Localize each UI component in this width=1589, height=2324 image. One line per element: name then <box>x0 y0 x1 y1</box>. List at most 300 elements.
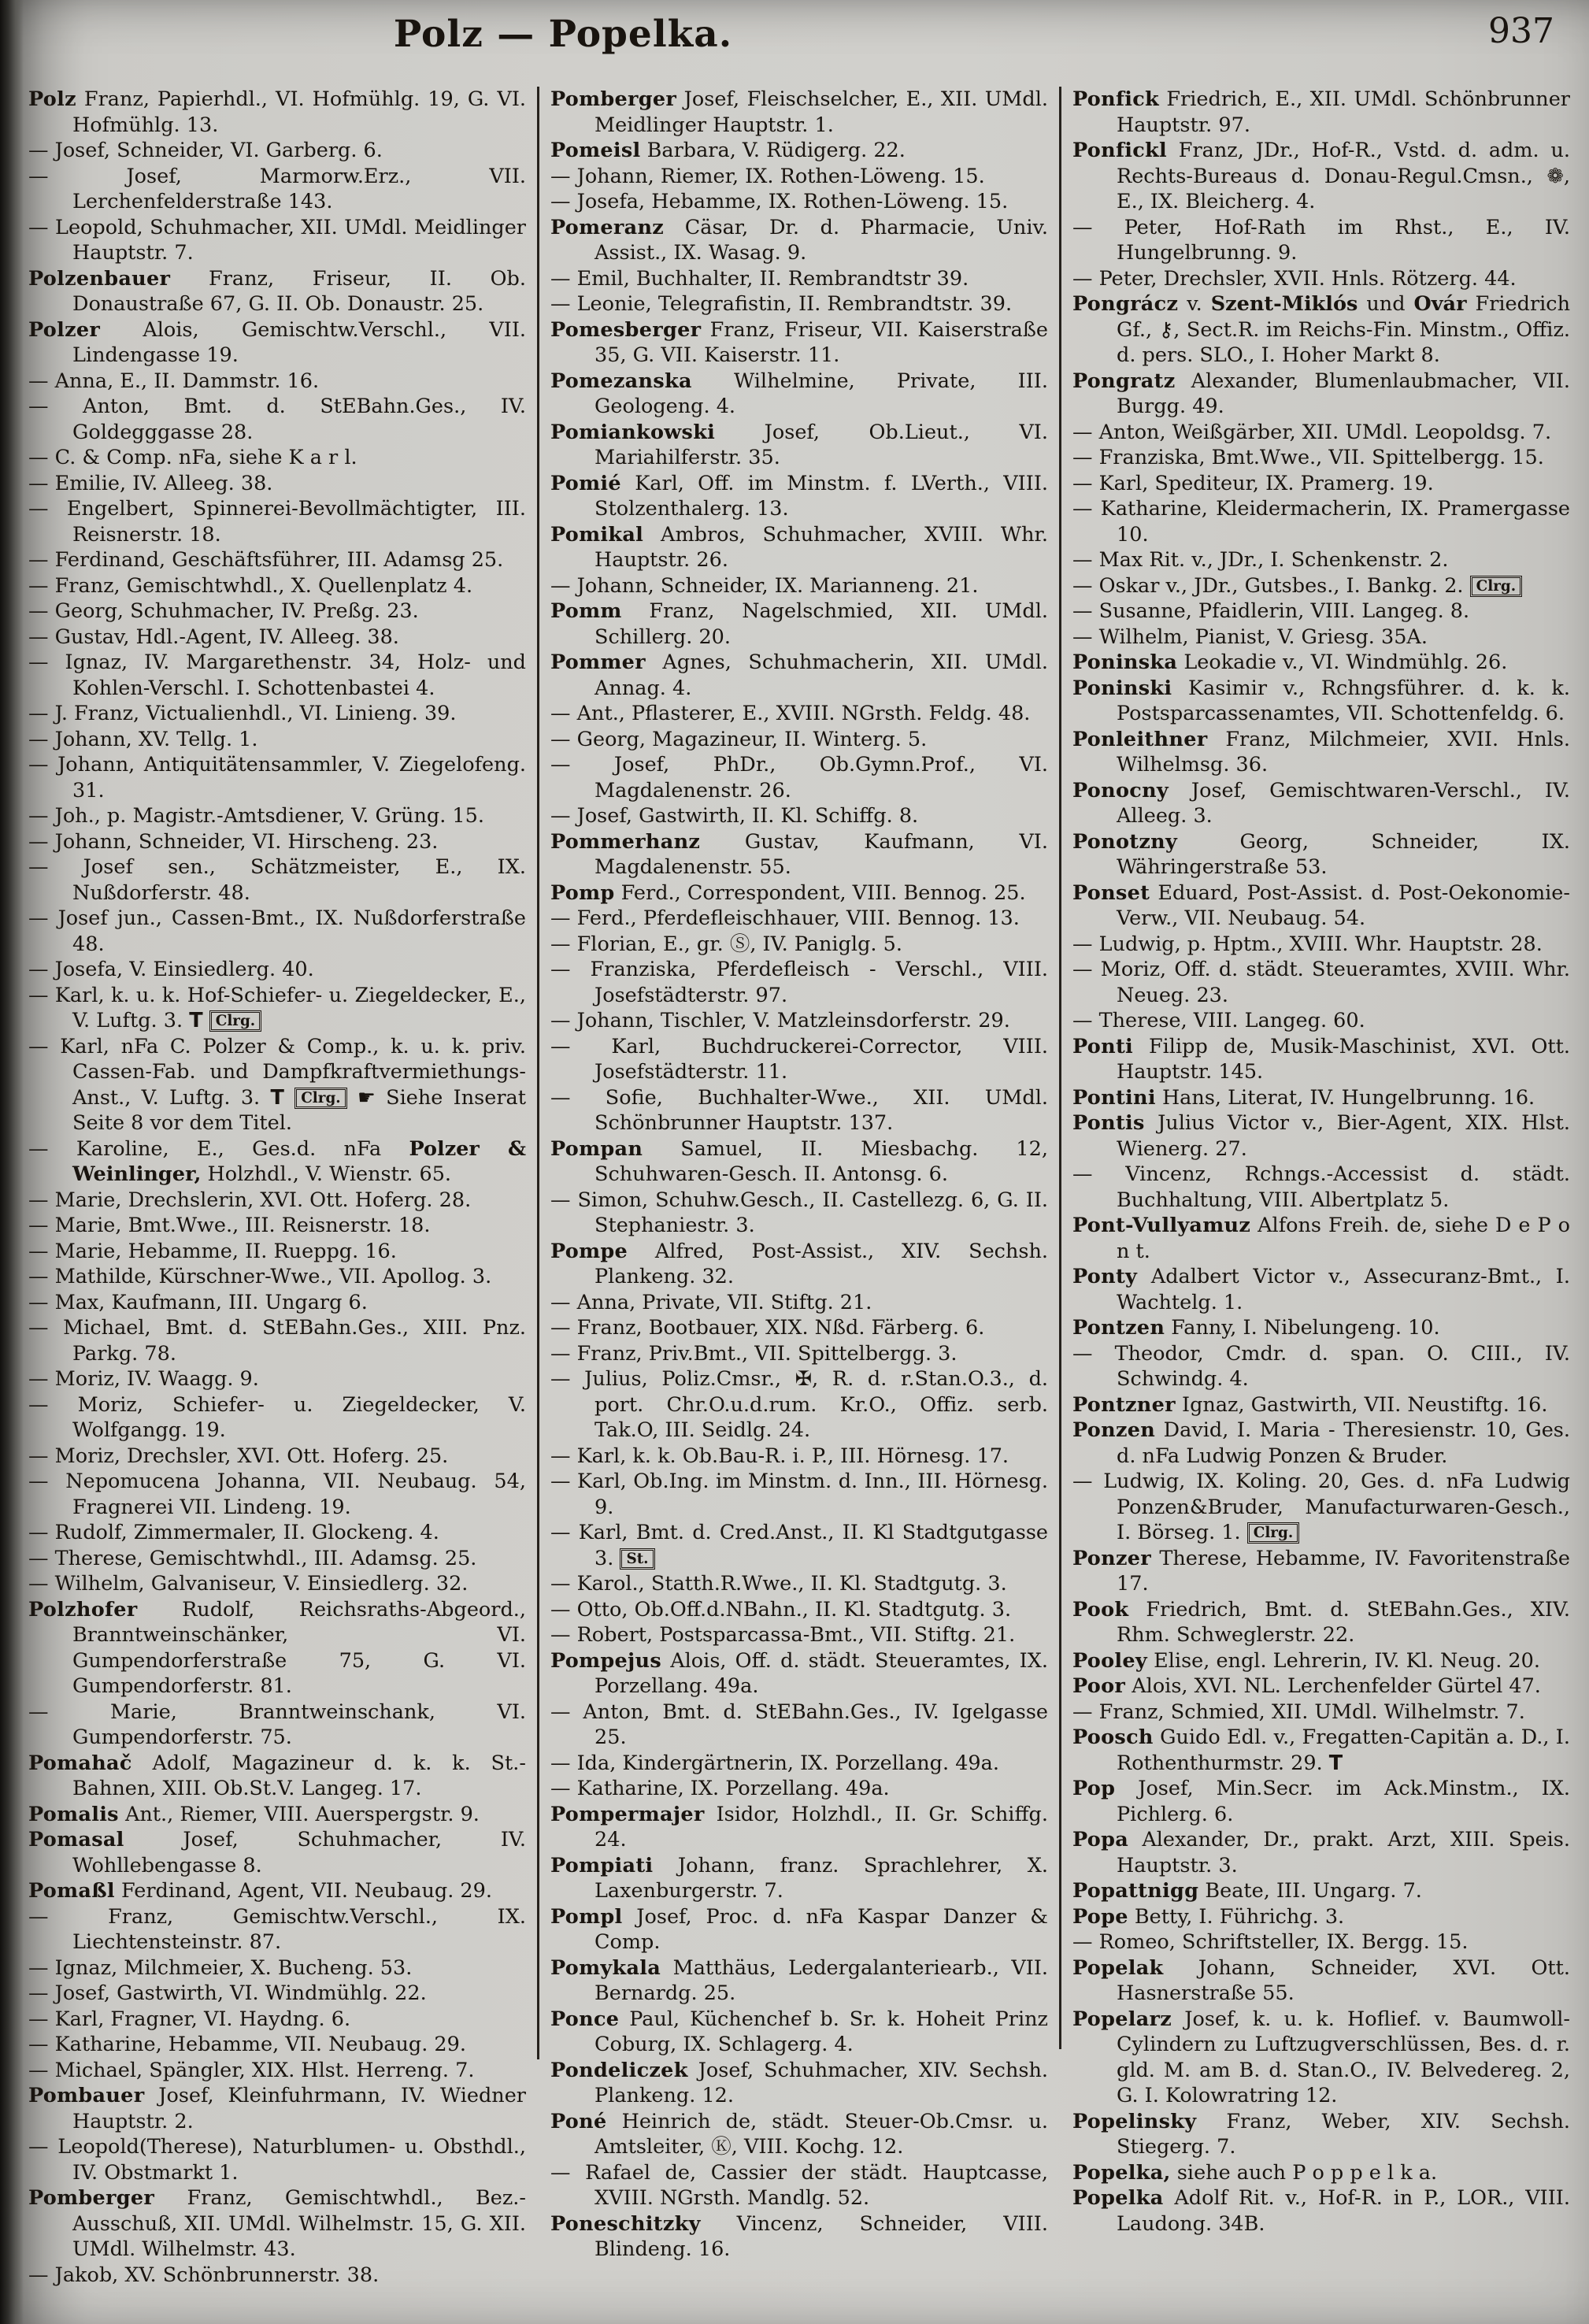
directory-entry: — Marie, Branntweinschank, VI. Gumpendorferstr. 75. <box>28 1699 526 1749</box>
directory-entry: Popelarz Josef, k. u. k. Hoflief. v. Baumwoll-Cylindern zu Luftzugverschlüssen, Bes. d. r. gld. M. am B. d. Stan.O., IV. Belvedereg. 2, G. I. Kolowratring 12. <box>1072 2007 1570 2107</box>
entry-surname: Pompl <box>550 1904 623 1929</box>
ditto-dash: — <box>550 727 571 751</box>
directory-entry: — Karl, Fragner, VI. Haydng. 6. <box>28 2007 351 2031</box>
directory-entry: — Robert, Postsparcassa-Bmt., VII. Stiftg. 21. <box>550 1623 1016 1647</box>
entry-surname: Pommerhanz <box>550 829 701 854</box>
directory-entry: — Johann, XV. Tellg. 1. <box>28 727 258 751</box>
directory-entry: — Karol., Statth.R.Wwe., II. Kl. Stadtgutg. 3. <box>550 1572 1007 1596</box>
ditto-dash: — <box>1072 1470 1093 1493</box>
ditto-dash: — <box>28 727 49 751</box>
ditto-dash: — <box>550 1290 571 1314</box>
directory-entry: Popelak Johann, Schneider, XVI. Ott. Hasnerstraße 55. <box>1072 1955 1570 2005</box>
directory-entry: — Karl, Bmt. d. Cred.Anst., II. Kl Stadtgutgasse 3. St. <box>550 1521 1048 1570</box>
directory-entry: — Karl, k. u. k. Hof-Schiefer- u. Ziegeldecker, E., V. Luftg. 3. T Clrg. <box>28 983 526 1032</box>
directory-entry: — Anna, E., II. Dammstr. 16. <box>28 369 320 393</box>
directory-entry: — Michael, Spängler, XIX. Hlst. Herreng. 7. <box>28 2058 475 2082</box>
directory-entry: — Josef, Schneider, VI. Garberg. 6. <box>28 139 383 162</box>
directory-entry: Pombauer Josef, Kleinfuhrmann, IV. Wiedner Hauptstr. 2. <box>28 2084 526 2133</box>
directory-entry: Pomberger Franz, Gemischtwhdl., Bez.-Ausschuß, XII. UMdl. Wilhelmstr. 15, G. XII. UMdl. Wilhelmstr. 43. <box>28 2186 526 2261</box>
bold-firm-name: Szent-Miklós <box>1210 292 1358 316</box>
directory-entry: Poosch Guido Edl. v., Fregatten-Capitän a. D., I. Rothenthurmstr. 29. T <box>1072 1725 1570 1775</box>
page-header <box>0 0 1589 79</box>
ditto-dash: — <box>28 829 49 854</box>
entry-surname: Pongratz <box>1072 369 1176 393</box>
entry-surname: Pomp <box>550 880 615 905</box>
ditto-dash: — <box>550 804 571 828</box>
directory-entry: — Ignaz, IV. Margarethenstr. 34, Holz- und Kohlen-Verschl. I. Schottenbastei 4. <box>28 650 526 700</box>
entry-surname: Ponzer <box>1072 1546 1151 1570</box>
entry-surname: Pontzner <box>1072 1392 1176 1417</box>
book-spine-shadow <box>0 0 24 2324</box>
entry-surname: Ponleithner <box>1072 727 1208 751</box>
entry-surname: Popattnigg <box>1072 1879 1199 1903</box>
entry-surname: Poné <box>550 2109 607 2133</box>
ditto-dash: — <box>550 1470 571 1493</box>
ditto-dash: — <box>28 1265 49 1288</box>
entry-surname: Pompejus <box>550 1648 662 1673</box>
directory-entry: — Katharine, Hebamme, VII. Neubaug. 29. <box>28 2033 466 2056</box>
bold-firm-name: Ovár <box>1413 292 1467 316</box>
directory-entry: Ponset Eduard, Post-Assist. d. Post-Oekonomie-Verw., VII. Neubaug. 54. <box>1072 880 1570 930</box>
directory-entry: — Franz, Gemischtw.Verschl., IX. Liechtensteinstr. 87. <box>28 1904 526 1954</box>
ditto-dash: — <box>550 2160 571 2185</box>
ditto-dash: — <box>28 1444 49 1468</box>
entry-surname: Ponocny <box>1072 778 1169 802</box>
directory-entry: — Katharine, Kleidermacherin, IX. Pramergasse 10. <box>1072 497 1570 547</box>
ditto-dash: — <box>550 906 571 930</box>
directory-entry: Pontis Julius Victor v., Bier-Agent, XIX. Hlst. Wienerg. 27. <box>1072 1111 1570 1161</box>
clearing-marker: Clrg. <box>209 1010 262 1032</box>
ditto-dash: — <box>28 1904 49 1929</box>
entry-surname: Ponotzny <box>1072 829 1178 854</box>
page-header-title: Polz — Popelka. <box>393 13 733 56</box>
entry-surname: Pomesberger <box>550 317 702 342</box>
directory-columns <box>28 87 1583 2321</box>
ditto-dash: — <box>28 1392 49 1417</box>
entry-surname: Pomikal <box>550 522 644 547</box>
entry-surname: Polz <box>28 87 76 111</box>
directory-entry: — Ferd., Pferdefleischhauer, VIII. Bennog. 13. <box>550 906 1020 930</box>
entry-surname: Pommer <box>550 650 646 674</box>
directory-entry: — Michael, Bmt. d. StEBahn.Ges., XIII. Pnz. Parkg. 78. <box>28 1316 526 1366</box>
ditto-dash: — <box>28 139 49 162</box>
directory-entry: Pomberger Josef, Fleischselcher, E., XII. UMdl. Meidlinger Hauptstr. 1. <box>550 87 1048 137</box>
ditto-dash: — <box>550 1521 571 1544</box>
directory-entry: — Johann, Antiquitätensammler, V. Ziegelofeng. 31. <box>28 753 526 802</box>
ditto-dash: — <box>550 1188 571 1212</box>
entry-surname: Pomié <box>550 471 621 495</box>
directory-entry: — Sofie, Buchhalter-Wwe., XII. UMdl. Schönbrunner Hauptstr. 137. <box>550 1085 1048 1135</box>
directory-entry: — Karl, k. k. Ob.Bau-R. i. P., III. Hörnesg. 17. <box>550 1444 1009 1468</box>
ditto-dash: — <box>28 1316 49 1340</box>
directory-entry: Pop Josef, Min.Secr. im Ack.Minstm., IX. Pichlerg. 6. <box>1072 1777 1570 1826</box>
directory-entry: Pomesberger Franz, Friseur, VII. Kaiserstraße 35, G. VII. Kaiserstr. 11. <box>550 317 1048 367</box>
directory-entry: — Moriz, Off. d. städt. Steueramtes, XVIII. Whr. Neueg. 23. <box>1072 958 1570 1007</box>
ditto-dash: — <box>28 1699 49 1724</box>
ditto-dash: — <box>28 1136 49 1161</box>
directory-entry: — Rafael de, Cassier der städt. Hauptcasse, XVIII. NGrsth. Mandlg. 52. <box>550 2160 1048 2210</box>
directory-entry: — Moriz, IV. Waagg. 9. <box>28 1367 259 1391</box>
directory-entry: Pondeliczek Josef, Schuhmacher, XIV. Sechsh. Plankeng. 12. <box>550 2058 1048 2107</box>
entry-surname: Popelka <box>1072 2186 1164 2210</box>
directory-entry: Poneschitzky Vincenz, Schneider, VIII. Blindeng. 16. <box>550 2211 1048 2261</box>
ditto-dash: — <box>550 164 571 188</box>
directory-entry: — Franz, Schmied, XII. UMdl. Wilhelmstr. 7. <box>1072 1699 1525 1724</box>
directory-entry: — Josefa, V. Einsiedlerg. 40. <box>28 958 314 981</box>
ditto-dash: — <box>1072 958 1093 981</box>
ditto-dash: — <box>1072 1009 1093 1032</box>
directory-entry: — Gustav, Hdl.-Agent, IV. Alleeg. 38. <box>28 625 399 649</box>
column-divider-2 <box>1059 87 1061 2049</box>
ditto-dash: — <box>28 369 49 393</box>
stamp-marker: St. <box>620 1548 654 1570</box>
ditto-dash: — <box>28 906 49 930</box>
directory-entry: Ponty Adalbert Victor v., Assecuranz-Bmt., I. Wachtelg. 1. <box>1072 1265 1570 1314</box>
entry-surname: Ponfickl <box>1072 139 1167 162</box>
directory-entry: Popelka Adolf Rit. v., Hof-R. in P., LOR., VIII. Laudong. 34B. <box>1072 2186 1570 2236</box>
directory-entry: — Karoline, E., Ges.d. nFa Polzer & Weinlinger, Holzhdl., V. Wienstr. 65. <box>28 1136 526 1186</box>
directory-entry: — Franziska, Bmt.Wwe., VII. Spittelbergg. 15. <box>1072 446 1544 469</box>
directory-entry: Pompermajer Isidor, Holzhdl., II. Gr. Schiffg. 24. <box>550 1802 1048 1851</box>
ditto-dash: — <box>28 702 49 725</box>
directory-column-2 <box>550 87 1048 2321</box>
ditto-dash: — <box>550 1009 571 1032</box>
directory-entry: Pomikal Ambros, Schuhmacher, XVIII. Whr. Hauptstr. 26. <box>550 522 1048 572</box>
directory-entry: — Leonie, Telegrafistin, II. Rembrandtstr. 39. <box>550 292 1013 316</box>
directory-entry: Pontini Hans, Literat, IV. Hungelbrunng. 16. <box>1072 1085 1535 1110</box>
entry-surname: Ponset <box>1072 880 1150 905</box>
ditto-dash: — <box>550 190 571 213</box>
ditto-dash: — <box>550 1034 571 1058</box>
directory-entry: — Therese, VIII. Langeg. 60. <box>1072 1009 1365 1032</box>
entry-surname: Pomeranz <box>550 215 665 239</box>
directory-column-3 <box>1072 87 1570 2321</box>
directory-entry: Pomeisl Barbara, V. Rüdigerg. 22. <box>550 139 906 162</box>
ditto-dash: — <box>1072 1699 1093 1724</box>
entry-surname: Poosch <box>1072 1725 1154 1749</box>
ditto-dash: — <box>1072 1162 1093 1186</box>
directory-entry: — Ant., Pflasterer, E., XVIII. NGrsth. Feldg. 48. <box>550 702 1031 725</box>
directory-entry: — Josef, Gastwirth, VI. Windmühlg. 22. <box>28 1981 427 2005</box>
telephone-marker: T <box>189 1009 203 1032</box>
directory-entry: Ponotzny Georg, Schneider, IX. Währingerstraße 53. <box>1072 829 1570 879</box>
directory-entry: — Franz, Bootbauer, XIX. Nßd. Färberg. 6. <box>550 1316 985 1340</box>
directory-entry: Pomaßl Ferdinand, Agent, VII. Neubaug. 29. <box>28 1879 492 1903</box>
ditto-dash: — <box>28 625 49 649</box>
directory-entry: Pompan Samuel, II. Miesbachg. 12, Schuhwaren-Gesch. II. Antonsg. 6. <box>550 1136 1048 1186</box>
column-divider-1 <box>537 87 539 2059</box>
directory-entry: — Wilhelm, Pianist, V. Griesg. 35A. <box>1072 625 1428 649</box>
directory-entry: Poné Heinrich de, städt. Steuer-Ob.Cmsr. u. Amtsleiter, Ⓚ, VIII. Kochg. 12. <box>550 2109 1048 2159</box>
directory-entry: — Franziska, Pferdefleisch - Verschl., VIII. Josefstädterstr. 97. <box>550 958 1048 1007</box>
entry-surname: Pomykala <box>550 1955 661 1980</box>
entry-surname: Pontzen <box>1072 1316 1165 1340</box>
entry-surname: Ponti <box>1072 1034 1134 1058</box>
entry-surname: Pomberger <box>550 87 677 111</box>
directory-entry: — Leopold, Schuhmacher, XII. UMdl. Meidlinger Hauptstr. 7. <box>28 215 526 265</box>
directory-entry: — Peter, Hof-Rath im Rhst., E., IV. Hungelbrunng. 9. <box>1072 215 1570 265</box>
ditto-dash: — <box>1072 215 1093 239</box>
entry-surname: Pongrácz <box>1072 292 1179 316</box>
directory-entry: — Karl, Spediteur, IX. Pramerg. 19. <box>1072 471 1434 495</box>
entry-surname: Pompiati <box>550 1853 654 1877</box>
directory-entry: Polzhofer Rudolf, Reichsraths-Abgeord., Branntweinschänker, VI. Gumpendorferstraße 75, G. VI. Gumpendorferstr. 81. <box>28 1597 526 1698</box>
directory-entry: Pommer Agnes, Schuhmacherin, XII. UMdl. Annag. 4. <box>550 650 1048 700</box>
directory-entry: Popelka, siehe auch P o p p e l k a. <box>1072 2160 1438 2185</box>
ditto-dash: — <box>550 932 571 956</box>
ditto-dash: — <box>28 1290 49 1314</box>
ditto-dash: — <box>28 1470 49 1493</box>
directory-entry: — Josef, Marmorw.Erz., VII. Lerchenfelderstraße 143. <box>28 164 526 213</box>
ditto-dash: — <box>550 1751 571 1775</box>
directory-entry: — Anton, Bmt. d. StEBahn.Ges., IV. Goldegggasse 28. <box>28 395 526 444</box>
directory-entry: Pontzner Ignaz, Gastwirth, VII. Neustiftg. 16. <box>1072 1392 1548 1417</box>
directory-entry: — Rudolf, Zimmermaler, II. Glockeng. 4. <box>28 1521 439 1544</box>
ditto-dash: — <box>1072 1930 1093 1954</box>
ditto-dash: — <box>28 1981 49 2005</box>
directory-entry: Ponleithner Franz, Milchmeier, XVII. Hnls. Wilhelmsg. 36. <box>1072 727 1570 777</box>
ditto-dash: — <box>550 1367 571 1391</box>
directory-entry: Pommerhanz Gustav, Kaufmann, VI. Magdalenenstr. 55. <box>550 829 1048 879</box>
ditto-dash: — <box>28 1188 49 1212</box>
ditto-dash: — <box>550 573 571 598</box>
directory-entry: — Anna, Private, VII. Stiftg. 21. <box>550 1290 872 1314</box>
entry-surname: Poneschitzky <box>550 2211 701 2236</box>
directory-entry: Popelinsky Franz, Weber, XIV. Sechsh. Stiegerg. 7. <box>1072 2109 1570 2159</box>
entry-surname: Pontini <box>1072 1085 1156 1110</box>
directory-entry: — Marie, Bmt.Wwe., III. Reisnerstr. 18. <box>28 1214 431 1237</box>
directory-entry: — Therese, Gemischtwhdl., III. Adamsg. 25. <box>28 1546 477 1570</box>
entry-surname: Pont-Vullyamuz <box>1072 1214 1251 1237</box>
directory-entry: — Josef, PhDr., Ob.Gymn.Prof., VI. Magdalenenstr. 26. <box>550 753 1048 802</box>
directory-entry: — Ignaz, Milchmeier, X. Bucheng. 53. <box>28 1955 413 1980</box>
directory-entry: — Ludwig, p. Hptm., XVIII. Whr. Hauptstr. 28. <box>1072 932 1543 956</box>
ditto-dash: — <box>28 855 49 879</box>
directory-entry: — Karl, Ob.Ing. im Minstm. d. Inn., III. Hörnesg. 9. <box>550 1470 1048 1519</box>
entry-surname: Pomeisl <box>550 139 641 162</box>
directory-entry: — Franz, Priv.Bmt., VII. Spittelbergg. 3. <box>550 1341 957 1366</box>
directory-entry: — Ida, Kindergärtnerin, IX. Porzellang. 49a. <box>550 1751 999 1775</box>
directory-entry: Polz Franz, Papierhdl., VI. Hofmühlg. 19, G. VI. Hofmühlg. 13. <box>28 87 526 137</box>
entry-surname: Polzenbauer <box>28 266 171 291</box>
ditto-dash: — <box>1072 471 1093 495</box>
ditto-dash: — <box>28 1955 49 1980</box>
directory-entry: — Karl, nFa C. Polzer & Comp., k. u. k. priv. Cassen-Fab. und Dampfkraftvermiethungs-Anst., V. Luftg. 3. T Clrg. ☛ Siehe Inserat Seite 8 vor dem Titel. <box>28 1034 526 1135</box>
directory-entry: — Simon, Schuhw.Gesch., II. Castellezg. 6, G. II. Stephaniestr. 3. <box>550 1188 1048 1237</box>
directory-entry: Polzenbauer Franz, Friseur, II. Ob. Donaustraße 67, G. II. Ob. Donaustr. 25. <box>28 266 526 316</box>
directory-entry: — Oskar v., JDr., Gutsbes., I. Bankg. 2. Clrg. <box>1072 573 1570 599</box>
ditto-dash: — <box>28 2007 49 2031</box>
directory-entry: Pongratz Alexander, Blumenlaubmacher, VII. Burgg. 49. <box>1072 369 1570 418</box>
ditto-dash: — <box>550 1777 571 1800</box>
entry-surname: Pomaßl <box>28 1879 115 1903</box>
entry-surname: Pomezanska <box>550 369 692 393</box>
ditto-dash: — <box>28 2033 49 2056</box>
bold-firm-name: Polzer & Weinlinger, <box>72 1136 526 1186</box>
directory-entry: — Ferdinand, Geschäftsführer, III. Adamsg 25. <box>28 548 504 572</box>
directory-entry: — Leopold(Therese), Naturblumen- u. Obsthdl., IV. Obstmarkt 1. <box>28 2135 526 2185</box>
entry-surname: Pomasal <box>28 1828 124 1851</box>
ditto-dash: — <box>28 1214 49 1237</box>
directory-entry: — Johann, Schneider, IX. Marianneng. 21. <box>550 573 979 598</box>
directory-entry: Ponzer Therese, Hebamme, IV. Favoritenstraße 17. <box>1072 1546 1570 1596</box>
directory-entry: — Joh., p. Magistr.-Amtsdiener, V. Grüng. 15. <box>28 804 484 828</box>
page-number: 937 <box>1488 11 1554 51</box>
ditto-dash: — <box>28 1572 49 1596</box>
directory-entry: — Florian, E., gr. Ⓢ, IV. Paniglg. 5. <box>550 932 902 956</box>
ditto-dash: — <box>28 983 49 1007</box>
ditto-dash: — <box>550 1316 571 1340</box>
entry-surname: Pomalis <box>28 1802 119 1826</box>
ditto-dash: — <box>1072 497 1093 521</box>
entry-surname: Poor <box>1072 1674 1126 1698</box>
directory-entry: Pongrácz v. Szent-Miklós und Ovár Friedrich Gf., ⚷, Sect.R. im Reichs-Fin. Minstm., Offiz. d. pers. SLO., I. Hoher Markt 8. <box>1072 292 1571 367</box>
directory-entry: Popa Alexander, Dr., prakt. Arzt, XIII. Speis. Hauptstr. 3. <box>1072 1828 1570 1877</box>
directory-entry: Ponce Paul, Küchenchef b. Sr. k. Hoheit Prinz Coburg, IX. Schlagerg. 4. <box>550 2007 1048 2056</box>
directory-entry: — J. Franz, Victualienhdl., VI. Linieng. 39. <box>28 702 457 725</box>
directory-entry: Ponocny Josef, Gemischtwaren-Verschl., IV. Alleeg. 3. <box>1072 778 1570 828</box>
directory-column-1 <box>28 87 526 2321</box>
directory-entry: — Anton, Weißgärber, XII. UMdl. Leopoldsg. 7. <box>1072 420 1552 444</box>
clearing-marker: Clrg. <box>1247 1522 1300 1544</box>
directory-entry: — Theodor, Cmdr. d. span. O. CIII., IV. Schwindg. 4. <box>1072 1341 1570 1391</box>
entry-surname: Polzhofer <box>28 1597 138 1622</box>
directory-entry: — Ludwig, IX. Koling. 20, Ges. d. nFa Ludwig Ponzen&Bruder, Manufacturwaren-Gesch., I. Börseg. 1. Clrg. <box>1072 1470 1570 1544</box>
directory-entry: — Karl, Buchdruckerei-Corrector, VIII. Josefstädterstr. 11. <box>550 1034 1048 1084</box>
ditto-dash: — <box>28 1239 49 1263</box>
directory-entry: Pont-Vullyamuz Alfons Freih. de, siehe D e P o n t. <box>1072 1214 1570 1263</box>
ditto-dash: — <box>1072 266 1093 291</box>
directory-entry: Ponti Filipp de, Musik-Maschinist, XVI. Ott. Hauptstr. 145. <box>1072 1034 1570 1084</box>
ditto-dash: — <box>1072 932 1093 956</box>
directory-entry: Popattnigg Beate, III. Ungarg. 7. <box>1072 1879 1422 1903</box>
directory-entry: Ponzen David, I. Maria - Theresienstr. 10, Ges. d. nFa Ludwig Ponzen & Bruder. <box>1072 1418 1570 1468</box>
ditto-dash: — <box>28 650 49 674</box>
ditto-dash: — <box>550 1699 571 1724</box>
ditto-dash: — <box>1072 420 1093 444</box>
entry-surname: Ponce <box>550 2007 620 2031</box>
ditto-dash: — <box>550 1597 571 1622</box>
ditto-dash: — <box>550 1623 571 1647</box>
directory-entry: — Josefa, Hebamme, IX. Rothen-Löweng. 15. <box>550 190 1009 213</box>
ditto-dash: — <box>28 215 49 239</box>
directory-entry: Pomiankowski Josef, Ob.Lieut., VI. Mariahilferstr. 35. <box>550 420 1048 469</box>
entry-surname: Pope <box>1072 1904 1128 1929</box>
directory-entry: — Marie, Hebamme, II. Rueppg. 16. <box>28 1239 397 1263</box>
directory-entry: — Georg, Schuhmacher, IV. Preßg. 23. <box>28 599 419 623</box>
directory-entry: — Peter, Drechsler, XVII. Hnls. Rötzerg. 44. <box>1072 266 1517 291</box>
directory-entry: — Max Rit. v., JDr., I. Schenkenstr. 2. <box>1072 548 1449 572</box>
ditto-dash: — <box>28 753 49 777</box>
directory-entry: Pomalis Ant., Riemer, VIII. Auerspergstr. 9. <box>28 1802 480 1826</box>
directory-entry: Pomahač Adolf, Magazineur d. k. k. St.-Bahnen, XIII. Ob.St.V. Langeg. 17. <box>28 1751 526 1800</box>
directory-entry: — Katharine, IX. Porzellang. 49a. <box>550 1777 890 1800</box>
telephone-marker: T <box>1328 1751 1343 1775</box>
clearing-marker: Clrg. <box>294 1088 347 1109</box>
ditto-dash: — <box>550 702 571 725</box>
ditto-dash: — <box>1072 446 1093 469</box>
ditto-dash: — <box>28 395 49 418</box>
entry-surname: Pomahač <box>28 1751 132 1775</box>
entry-surname: Poninski <box>1072 676 1172 700</box>
directory-entry: — Johann, Schneider, VI. Hirscheng. 23. <box>28 829 439 854</box>
entry-surname: Ponfick <box>1072 87 1159 111</box>
directory-entry: — Otto, Ob.Off.d.NBahn., II. Kl. Stadtgutg. 3. <box>550 1597 1012 1622</box>
directory-entry: — Franz, Gemischtwhdl., X. Quellenplatz 4. <box>28 573 473 598</box>
ditto-dash: — <box>28 1034 49 1058</box>
ditto-dash: — <box>550 266 571 291</box>
directory-entry: — Engelbert, Spinnerei-Bevollmächtigter, III. Reisnerstr. 18. <box>28 497 526 547</box>
directory-entry: Poninska Leokadie v., VI. Windmühlg. 26. <box>1072 650 1508 674</box>
directory-entry: Ponfickl Franz, JDr., Hof-R., Vstd. d. adm. u. Rechts-Bureaus d. Donau-Regul.Cmsn., ❁, E., IX. Bleicherg. 4. <box>1072 139 1570 213</box>
directory-entry: Pomasal Josef, Schuhmacher, IV. Wohllebengasse 8. <box>28 1828 526 1877</box>
ditto-dash: — <box>28 958 49 981</box>
directory-entry: Polzer Alois, Gemischtw.Verschl., VII. Lindengasse 19. <box>28 317 526 367</box>
ditto-dash: — <box>550 292 571 316</box>
directory-entry: Pompejus Alois, Off. d. städt. Steueramtes, IX. Porzellang. 49a. <box>550 1648 1048 1698</box>
entry-surname: Pomm <box>550 599 622 623</box>
ditto-dash: — <box>550 1341 571 1366</box>
ditto-dash: — <box>28 1367 49 1391</box>
ditto-dash: — <box>1072 599 1093 623</box>
ditto-dash: — <box>28 471 49 495</box>
entry-surname: Poninska <box>1072 650 1178 674</box>
ditto-dash: — <box>1072 1341 1093 1366</box>
directory-entry: — Wilhelm, Galvaniseur, V. Einsiedlerg. 32. <box>28 1572 469 1596</box>
entry-surname: Pondeliczek <box>550 2058 688 2082</box>
directory-entry: — Susanne, Pfaidlerin, VIII. Langeg. 8. <box>1072 599 1470 623</box>
ditto-dash: — <box>28 599 49 623</box>
directory-entry: — Vincenz, Rchngs.-Accessist d. städt. Buchhaltung, VIII. Albertplatz 5. <box>1072 1162 1570 1212</box>
entry-surname: Ponty <box>1072 1265 1138 1288</box>
directory-entry: Poor Alois, XVI. NL. Lerchenfelder Gürtel 47. <box>1072 1674 1541 1698</box>
directory-entry: Pomm Franz, Nagelschmied, XII. UMdl. Schillerg. 20. <box>550 599 1048 649</box>
ditto-dash: — <box>28 573 49 598</box>
ditto-dash: — <box>28 164 49 188</box>
entry-surname: Pop <box>1072 1777 1116 1800</box>
directory-entry: — Josef jun., Cassen-Bmt., IX. Nußdorferstraße 48. <box>28 906 526 956</box>
entry-surname: Pompermajer <box>550 1802 705 1826</box>
ditto-dash: — <box>28 548 49 572</box>
ditto-dash: — <box>28 2058 49 2082</box>
directory-entry: — C. & Comp. nFa, siehe K a r l. <box>28 446 357 469</box>
entry-surname: Pook <box>1072 1597 1129 1622</box>
directory-entry: — Josef sen., Schätzmeister, E., IX. Nußdorferstr. 48. <box>28 855 526 905</box>
directory-entry: Pook Friedrich, Bmt. d. StEBahn.Ges., XIV. Rhm. Schweglerstr. 22. <box>1072 1597 1570 1647</box>
directory-entry: — Emil, Buchhalter, II. Rembrandtstr 39. <box>550 266 969 291</box>
entry-surname: Popa <box>1072 1828 1129 1851</box>
ditto-dash: — <box>550 1085 571 1110</box>
ditto-dash: — <box>1072 573 1093 598</box>
entry-surname: Pombauer <box>28 2084 145 2107</box>
ditto-dash: — <box>28 446 49 469</box>
entry-surname: Pomberger <box>28 2186 155 2210</box>
ditto-dash: — <box>28 497 49 521</box>
entry-surname: Pomiankowski <box>550 420 716 444</box>
directory-entry: — Moriz, Drechsler, XVI. Ott. Hoferg. 25. <box>28 1444 449 1468</box>
directory-entry: — Moriz, Schiefer- u. Ziegeldecker, V. Wolfgangg. 19. <box>28 1392 526 1442</box>
directory-entry: — Georg, Magazineur, II. Winterg. 5. <box>550 727 928 751</box>
directory-entry: Pontzen Fanny, I. Nibelungeng. 10. <box>1072 1316 1440 1340</box>
directory-entry: Poninski Kasimir v., Rchngsführer. d. k. k. Postsparcassenamtes, VII. Schottenfeldg. 6. <box>1072 676 1570 725</box>
directory-entry: — Romeo, Schriftsteller, IX. Bergg. 15. <box>1072 1930 1469 1954</box>
directory-entry: Pomp Ferd., Correspondent, VIII. Bennog. 25. <box>550 880 1026 905</box>
directory-entry: Pompl Josef, Proc. d. nFa Kaspar Danzer & Comp. <box>550 1904 1048 1954</box>
ditto-dash: — <box>28 2135 49 2159</box>
directory-entry: Pomezanska Wilhelmine, Private, III. Geologeng. 4. <box>550 369 1048 418</box>
entry-surname: Pontis <box>1072 1111 1145 1135</box>
ditto-dash: — <box>28 2263 49 2287</box>
